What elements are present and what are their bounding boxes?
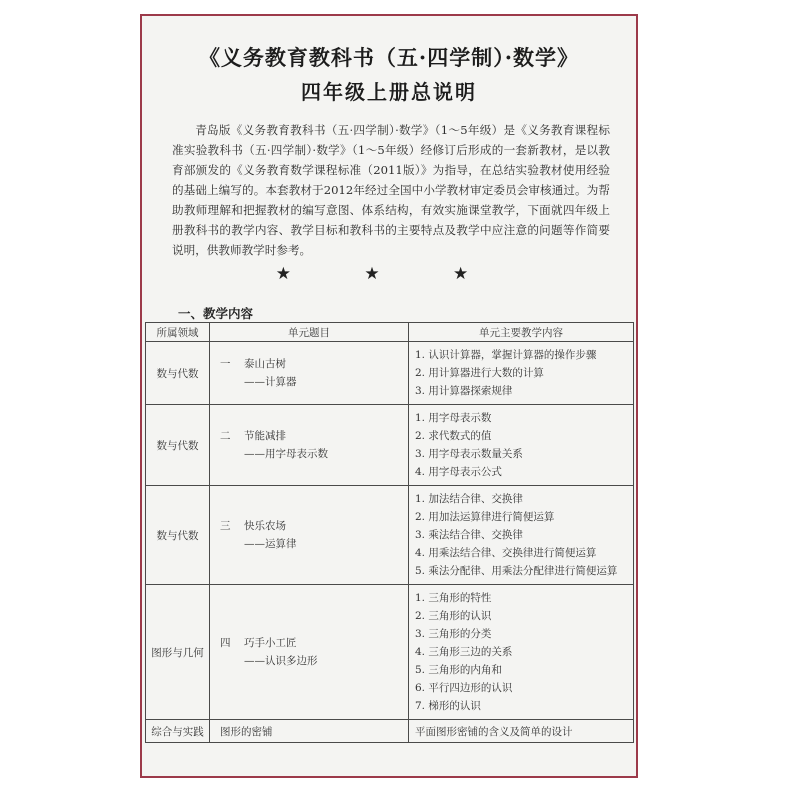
items-cell: 平面图形密铺的含义及简单的设计	[409, 720, 634, 743]
table-row	[146, 720, 634, 743]
unit-number: 二	[220, 430, 231, 442]
unit-subtitle: ——用字母表示数	[244, 448, 328, 460]
unit-subtitle: ——运算律	[244, 538, 297, 550]
items-cell	[409, 405, 634, 486]
unit-cell	[210, 486, 409, 585]
domain-cell: 数与代数	[146, 486, 210, 585]
list-item: 4. 用字母表示公式	[415, 466, 502, 478]
header-domain: 所属领域	[146, 323, 210, 342]
list-item: 4. 三角形三边的关系	[415, 646, 513, 658]
list-item: 3. 乘法结合律、交换律	[415, 529, 523, 541]
teaching-content-table	[145, 322, 634, 743]
domain-cell: 综合与实践	[146, 720, 210, 743]
unit-cell: 图形的密铺	[210, 720, 409, 743]
table-row	[146, 585, 634, 720]
list-item: 3. 用字母表示数量关系	[415, 448, 523, 460]
items-cell	[409, 342, 634, 405]
domain-cell: 数与代数	[146, 405, 210, 486]
domain-cell: 图形与几何	[146, 585, 210, 720]
unit-subtitle: ——计算器	[244, 376, 297, 388]
header-main-content: 单元主要教学内容	[409, 323, 634, 342]
list-item: 7. 梯形的认识	[415, 700, 481, 712]
unit-title: 节能减排	[244, 430, 286, 442]
table-row	[146, 486, 634, 585]
unit-number: 三	[220, 520, 231, 532]
list-item: 5. 三角形的内角和	[415, 664, 502, 676]
list-item: 2. 求代数式的值	[415, 430, 492, 442]
items-cell	[409, 486, 634, 585]
unit-title: 巧手小工匠	[244, 637, 297, 649]
table-row	[146, 405, 634, 486]
page-subtitle: 四年级上册总说明	[301, 80, 477, 104]
star-divider: ★ ★ ★	[275, 264, 503, 284]
table-row	[146, 342, 634, 405]
list-item: 4. 用乘法结合律、交换律进行简便运算	[415, 547, 597, 559]
table-header-row	[146, 323, 634, 342]
section-heading: 一、教学内容	[178, 306, 254, 321]
list-item: 5. 乘法分配律、用乘法分配律进行简便运算	[415, 565, 618, 577]
unit-number: 四	[220, 637, 231, 649]
list-item: 6. 平行四边形的认识	[415, 682, 513, 694]
items-cell	[409, 585, 634, 720]
intro-paragraph: 青岛版《义务教育教科书（五·四学制）·数学》（1～5年级）是《义务教育课程标准实验教科书（五·四学制）·数学》（1～5年级）经修订后形成的一套新教材，是以教育部颁发的《义务教育数学课程标准（2011版）》为指导，在总结实验教材使用经验的基础上编写的。本套教材于2012年经过全国中小学教材审定委员会审核通过。为帮助教师理解和把握教材的编写意图、体系结构，有效实施课堂教学，下面就四年级上册教科书的教学内容、教学目标和教科书的主要特点及教学中应注意的问题等作简要说明，供教师教学时参考。	[172, 123, 610, 257]
list-item: 1. 用字母表示数	[415, 412, 492, 424]
list-item: 2. 三角形的认识	[415, 610, 492, 622]
unit-subtitle: ——认识多边形	[244, 655, 318, 667]
list-item: 3. 用计算器探索规律	[415, 385, 513, 397]
unit-cell	[210, 342, 409, 405]
unit-cell	[210, 585, 409, 720]
list-item: 1. 三角形的特性	[415, 592, 492, 604]
list-item: 1. 加法结合律、交换律	[415, 493, 523, 505]
domain-cell: 数与代数	[146, 342, 210, 405]
unit-cell	[210, 405, 409, 486]
list-item: 3. 三角形的分类	[415, 628, 492, 640]
textbook-page	[140, 14, 638, 778]
unit-number: 一	[220, 358, 231, 370]
page-title: 《义务教育教科书（五·四学制）·数学》	[198, 45, 580, 70]
unit-title: 快乐农场	[244, 520, 286, 532]
list-item: 2. 用计算器进行大数的计算	[415, 367, 544, 379]
list-item: 2. 用加法运算律进行简便运算	[415, 511, 555, 523]
list-item: 1. 认识计算器，掌握计算器的操作步骤	[415, 349, 597, 361]
unit-title: 泰山古树	[244, 358, 286, 370]
header-unit-title: 单元题目	[210, 323, 409, 342]
